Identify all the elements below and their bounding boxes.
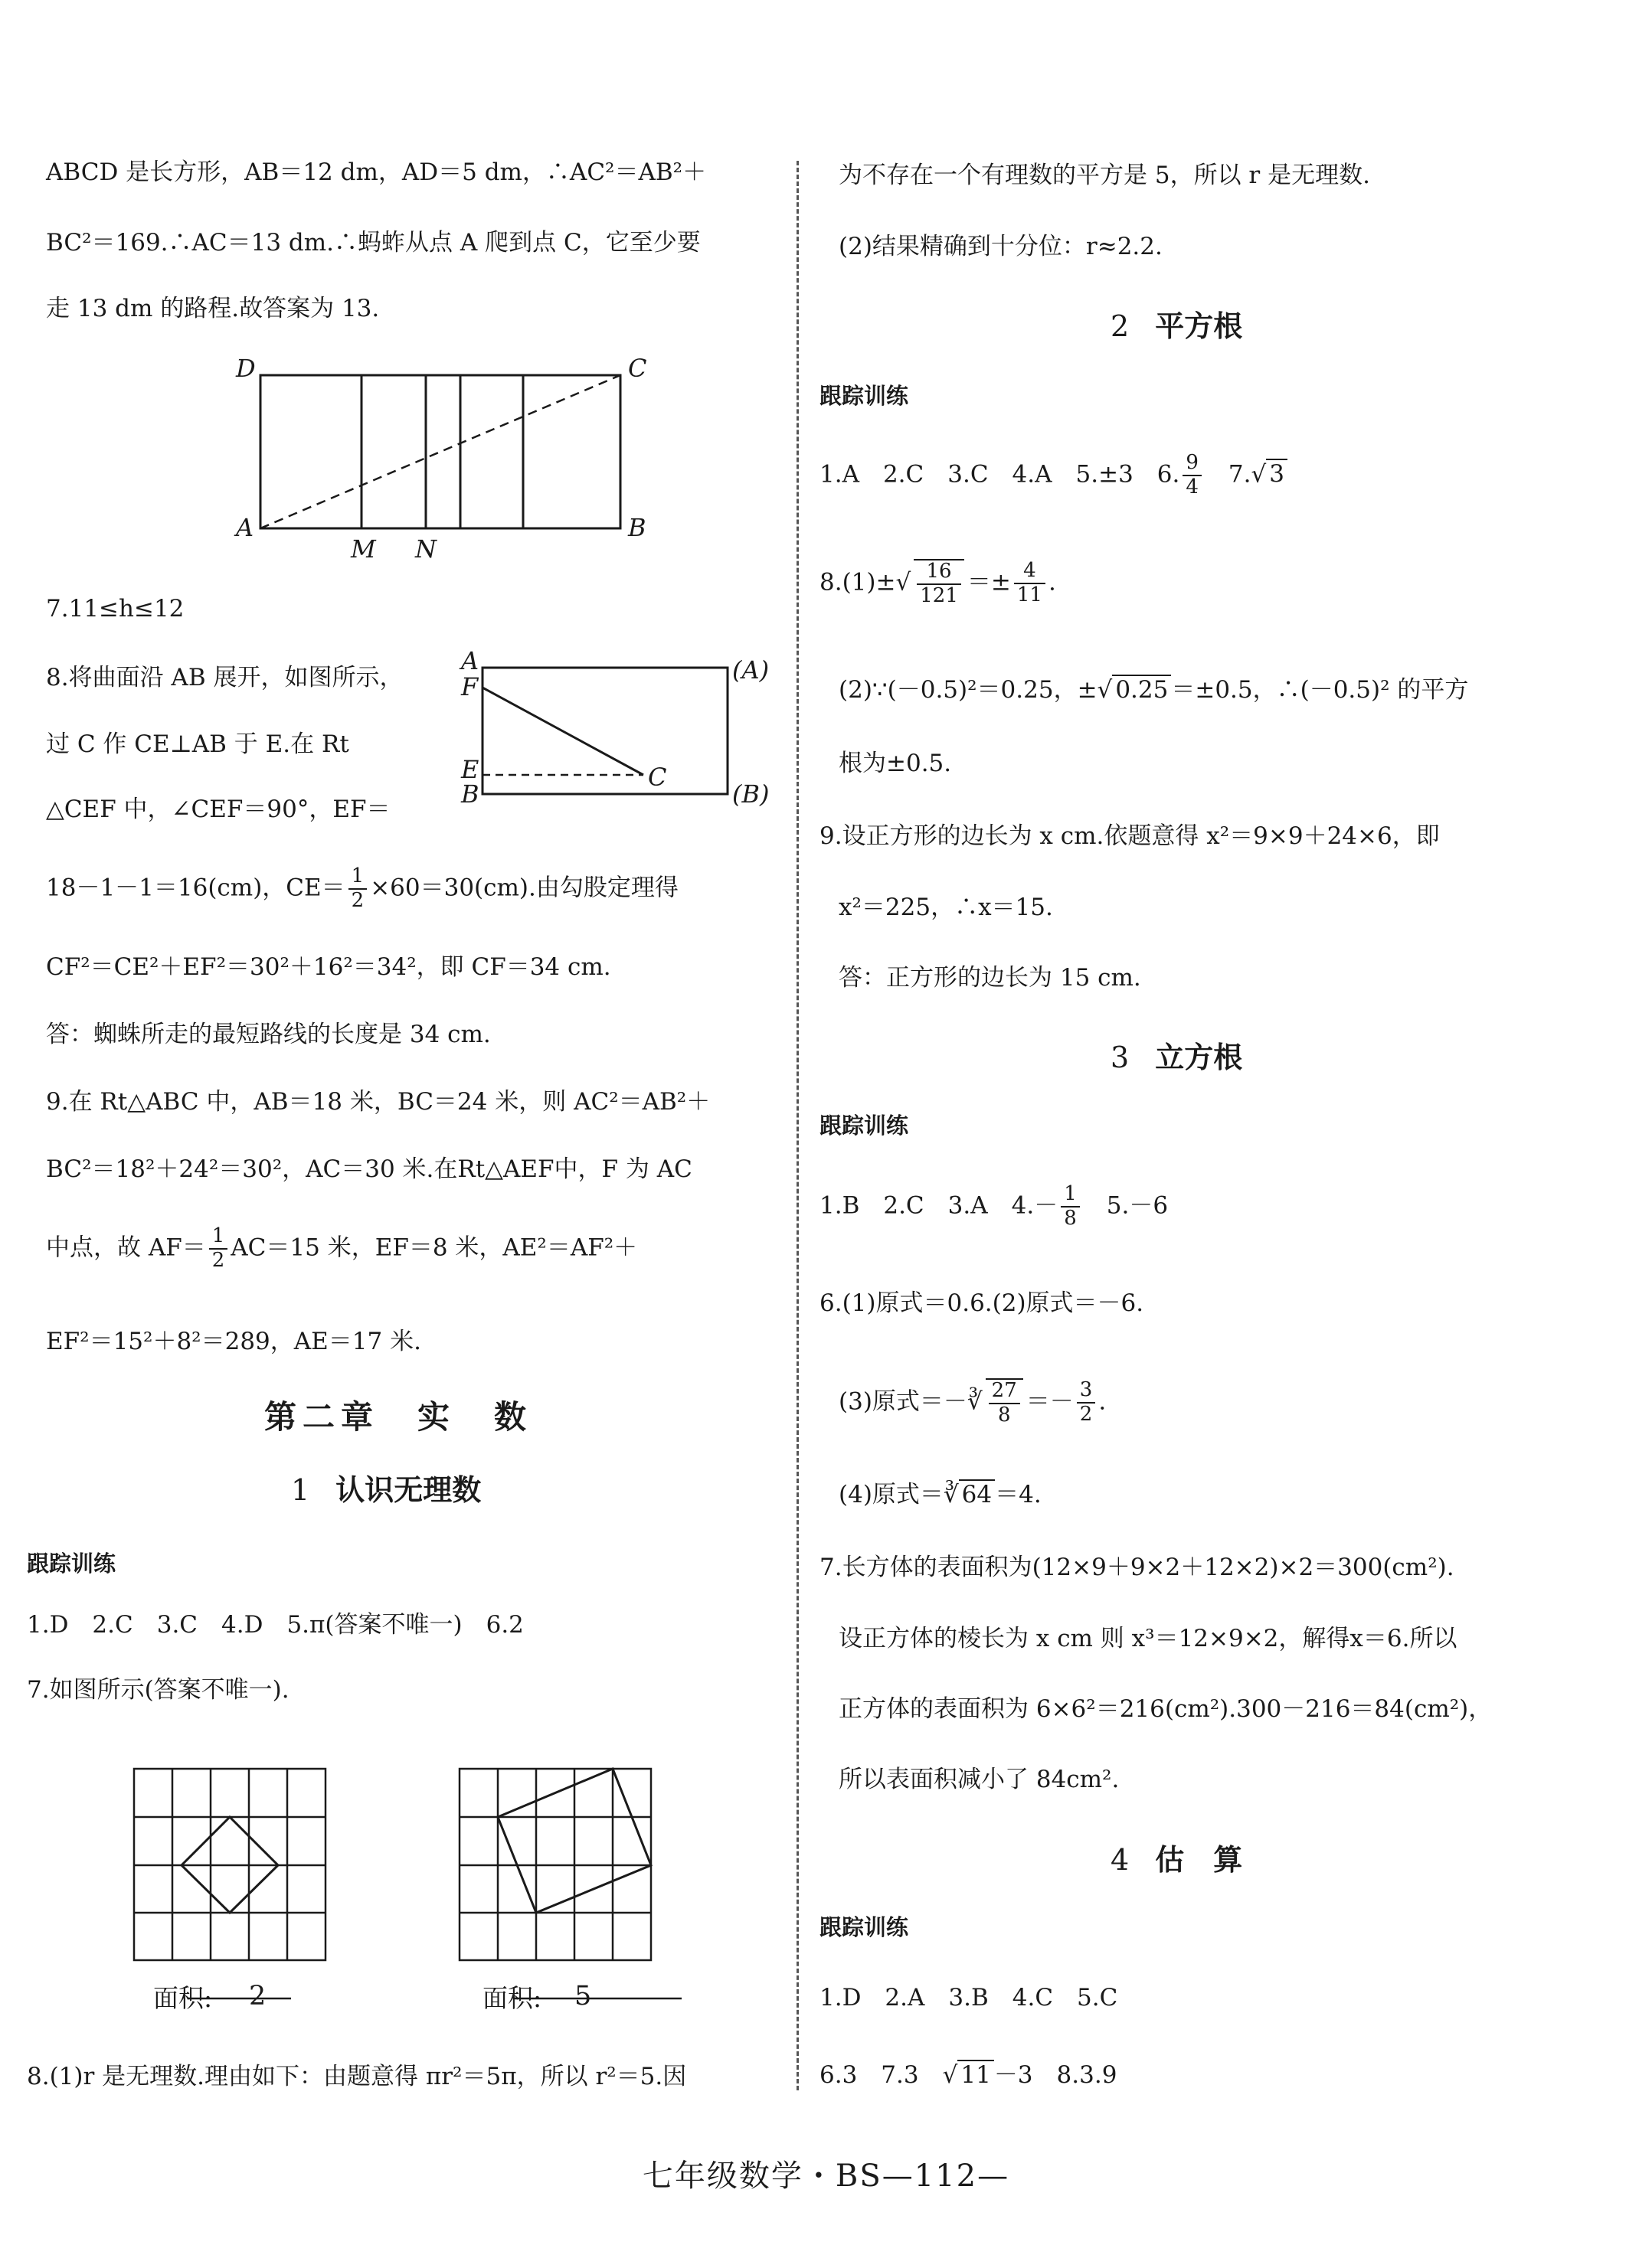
fraction xyxy=(1077,1379,1096,1426)
text-line xyxy=(839,1378,1106,1427)
section-title xyxy=(1111,1034,1242,1076)
text-line xyxy=(819,452,1287,499)
area-value: 5 xyxy=(574,1981,592,2011)
text-span: 中点，故 AF＝ xyxy=(46,1234,206,1262)
text-line: 答：蜘蛛所走的最短路线的长度是 34 cm. xyxy=(46,1021,491,1048)
text-span: 6.3 7.3 √ xyxy=(819,2061,958,2089)
section-name: 平方根 xyxy=(1155,309,1243,343)
label-C: C xyxy=(648,763,667,792)
sqrt-sign: √ xyxy=(895,568,911,596)
subsection-title: 跟踪训练 xyxy=(819,1113,909,1139)
text-line: 9.在 Rt△ABC 中，AB＝18 米，BC＝24 米，则 AC²＝AB²＋ xyxy=(46,1088,711,1116)
text-line xyxy=(819,1183,1168,1230)
fraction xyxy=(348,865,368,913)
denominator: 2 xyxy=(351,888,365,912)
text-line: 1.D 2.A 3.B 4.C 5.C xyxy=(819,1984,1118,2011)
text-span: －3 8.3.9 xyxy=(993,2061,1117,2089)
text-line: CF²＝CE²＋EF²＝30²＋16²＝34²，即 CF＝34 cm. xyxy=(46,953,611,981)
label-E: E xyxy=(461,755,479,784)
text-line: 为不存在一个有理数的平方是 5，所以 r 是无理数. xyxy=(839,162,1370,189)
text-line xyxy=(46,1225,637,1273)
label-paren-A: (A) xyxy=(732,655,770,685)
text-line: BC²＝169.∴AC＝13 dm.∴蚂蚱从点 A 爬到点 C，它至少要 xyxy=(46,229,701,257)
text-span: (2)∵(－0.5)²＝0.25，±√ xyxy=(839,676,1113,704)
chapter-title: 第二章 实 数 xyxy=(264,1398,533,1436)
fraction xyxy=(1014,560,1045,607)
text-line: 根为±0.5. xyxy=(839,750,952,777)
text-line: ABCD 是长方形，AB＝12 dm，AD＝5 dm，∴AC²＝AB²＋ xyxy=(46,158,707,186)
text-span: 5.－6 xyxy=(1082,1191,1169,1220)
text-line xyxy=(46,865,679,913)
numerator: 9 xyxy=(1183,452,1202,476)
text-line: 8.将曲面沿 AB 展开，如图所示， xyxy=(46,664,404,691)
text-line: 走 13 dm 的路程.故答案为 13. xyxy=(46,295,380,322)
text-line xyxy=(819,2062,1117,2088)
section-number: 1 xyxy=(291,1473,310,1507)
text-span: ＝± xyxy=(967,568,1011,596)
radicand: 0.25 xyxy=(1112,675,1171,704)
section-number: 2 xyxy=(1111,309,1130,343)
label-B: B xyxy=(461,779,479,809)
text-line xyxy=(839,677,1468,703)
denominator: 2 xyxy=(1079,1402,1093,1426)
denominator: 4 xyxy=(1186,475,1199,498)
text-span: 7.√ xyxy=(1204,460,1267,489)
grid-figure-area-5 xyxy=(452,1761,697,2006)
area-label: 面积: xyxy=(153,1983,213,2013)
label-C: C xyxy=(628,354,647,383)
label-D: D xyxy=(236,354,256,383)
area-value: 2 xyxy=(249,1981,267,2011)
section-number: 4 xyxy=(1111,1843,1130,1877)
subsection-title: 跟踪训练 xyxy=(819,383,909,409)
text-line: 7.11≤h≤12 xyxy=(46,595,185,623)
numerator: 1 xyxy=(209,1225,228,1250)
radical-fraction xyxy=(986,1378,1023,1427)
text-span: ＝4. xyxy=(995,1481,1042,1508)
text-line: △CEF 中，∠CEF＝90°，EF＝ xyxy=(46,796,391,823)
text-line: 7.长方体的表面积为(12×9＋9×2＋12×2)×2＝300(cm²). xyxy=(819,1554,1454,1581)
grid-figure-area-2 xyxy=(126,1761,341,2006)
fraction xyxy=(1061,1183,1080,1230)
text-line: 8.(1)r 是无理数.理由如下：由题意得 πr²＝5π，所以 r²＝5.因 xyxy=(27,2063,687,2090)
text-line: 9.设正方形的边长为 x cm.依题意得 x²＝9×9＋24×6，即 xyxy=(819,822,1440,850)
label-F: F xyxy=(461,672,479,701)
text-line: 所以表面积减小了 84cm². xyxy=(839,1766,1120,1793)
text-line: 过 C 作 CE⊥AB 于 E.在 Rt xyxy=(46,730,349,758)
section-title xyxy=(1111,1836,1242,1878)
label-A: A xyxy=(461,651,479,675)
area-label: 面积: xyxy=(483,1983,542,2013)
text-line: 1.D 2.C 3.C 4.D 5.π(答案不唯一) 6.2 xyxy=(27,1611,524,1639)
page-footer: 七年级数学・BS—112— xyxy=(642,2159,1010,2194)
numerator: 4 xyxy=(1014,560,1045,584)
denominator: 2 xyxy=(211,1248,225,1272)
text-span: 8.(1)± xyxy=(819,568,896,596)
section-name: 立方根 xyxy=(1155,1040,1243,1074)
text-span: (3)原式＝－∛ xyxy=(839,1387,983,1416)
text-line xyxy=(819,559,1056,608)
text-span: ×60＝30(cm).由勾股定理得 xyxy=(370,874,679,902)
label-paren-B: (B) xyxy=(732,779,770,809)
numerator: 27 xyxy=(989,1380,1020,1404)
radicand: 3 xyxy=(1266,459,1287,488)
cylinder-unfold-figure xyxy=(444,651,781,812)
text-span: . xyxy=(1048,568,1056,596)
column-divider xyxy=(797,161,799,2090)
denominator: 11 xyxy=(1016,583,1042,606)
numerator: 1 xyxy=(1061,1183,1080,1208)
text-line: BC²＝18²＋24²＝30²，AC＝30 米.在Rt△AEF中，F 为 AC xyxy=(46,1155,692,1183)
radicand: 64 xyxy=(959,1479,995,1508)
text-span: . xyxy=(1098,1387,1107,1416)
text-span: ＝±0.5，∴(－0.5)² 的平方 xyxy=(1171,676,1469,704)
section-name: 认识无理数 xyxy=(335,1472,482,1507)
denominator: 8 xyxy=(1064,1206,1077,1230)
radical-fraction xyxy=(914,559,964,608)
text-line xyxy=(839,1482,1042,1508)
subsection-title: 跟踪训练 xyxy=(819,1914,909,1940)
text-line: 正方体的表面积为 6×6²＝216(cm²).300－216＝84(cm²)， xyxy=(839,1695,1493,1723)
text-span: 1.B 2.C 3.A 4.－ xyxy=(819,1191,1058,1220)
section-name: 估 算 xyxy=(1155,1842,1243,1877)
numerator: 16 xyxy=(917,560,961,585)
rectangle-unfold-figure xyxy=(191,352,682,559)
text-line: EF²＝15²＋8²＝289，AE＝17 米. xyxy=(46,1328,421,1355)
text-line: (2)结果精确到十分位：r≈2.2. xyxy=(839,233,1163,260)
numerator: 1 xyxy=(348,865,368,890)
text-line: 设正方体的棱长为 x cm 则 x³＝12×9×2，解得x＝6.所以 xyxy=(839,1625,1457,1652)
text-line: 答：正方形的边长为 15 cm. xyxy=(839,964,1141,992)
text-span: ＝－ xyxy=(1026,1387,1074,1416)
text-span: 1.A 2.C 3.C 4.A 5.±3 6. xyxy=(819,460,1180,489)
label-M: M xyxy=(351,534,376,559)
fraction xyxy=(209,1225,228,1273)
text-span: (4)原式＝∛ xyxy=(839,1481,959,1508)
text-span: AC＝15 米，EF＝8 米，AE²＝AF²＋ xyxy=(231,1234,638,1262)
subsection-title: 跟踪训练 xyxy=(27,1551,116,1577)
denominator: 8 xyxy=(997,1403,1011,1426)
text-line: 6.(1)原式＝0.6.(2)原式＝－6. xyxy=(819,1289,1144,1317)
text-span: 18－1－1＝16(cm)，CE＝ xyxy=(46,874,345,902)
text-line: 7.如图所示(答案不唯一). xyxy=(27,1676,290,1704)
label-A: A xyxy=(236,513,254,542)
label-N: N xyxy=(415,534,437,559)
fraction xyxy=(1183,452,1202,499)
text-line: x²＝225，∴x＝15. xyxy=(839,894,1053,921)
radicand: 11 xyxy=(957,2060,993,2089)
denominator: 121 xyxy=(920,583,958,607)
section-title xyxy=(291,1466,481,1508)
section-number: 3 xyxy=(1111,1041,1130,1074)
label-B: B xyxy=(628,513,646,542)
section-title xyxy=(1111,302,1242,345)
numerator: 3 xyxy=(1077,1379,1096,1404)
